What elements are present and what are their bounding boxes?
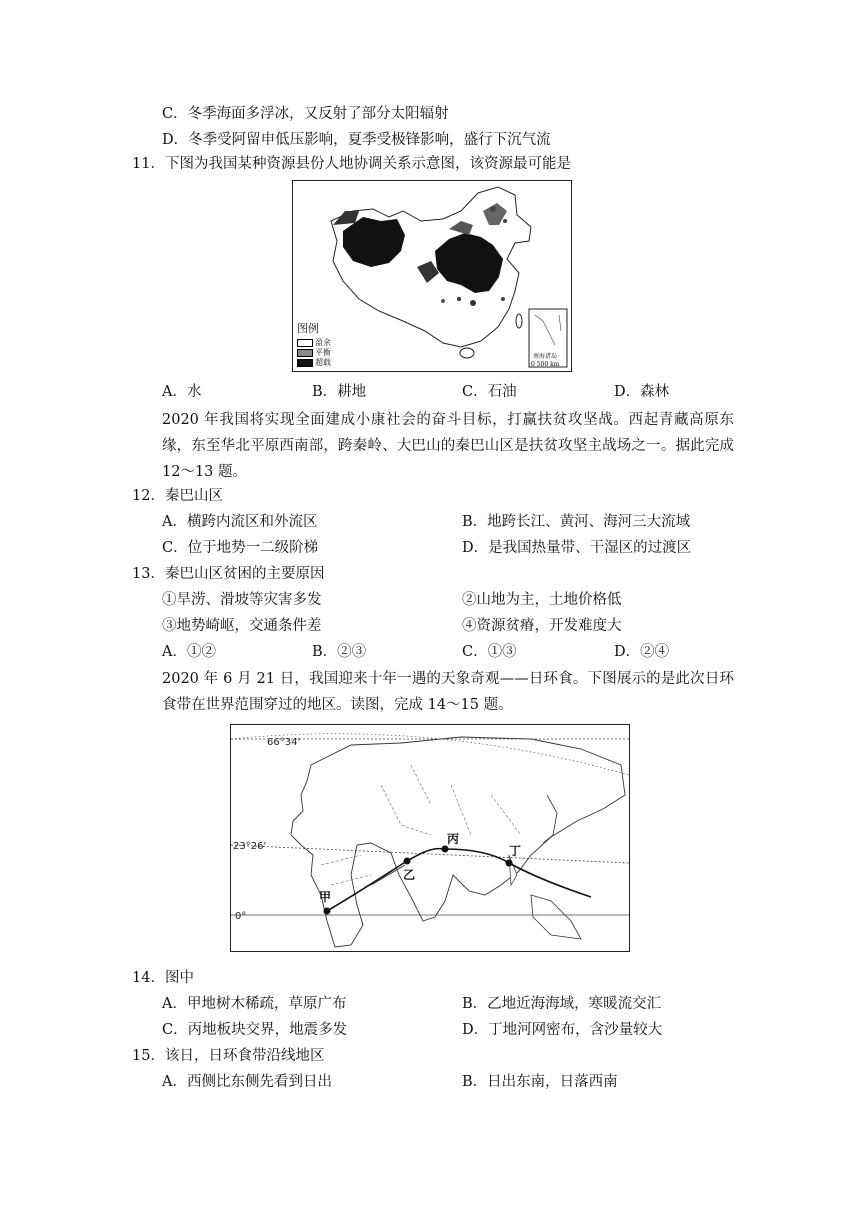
label-arctic-circle: 66°34' <box>267 737 301 748</box>
label-point-bing: 丙 <box>447 832 460 846</box>
q12-option-a: A．横跨内流区和外流区 <box>162 514 318 530</box>
q13-item-2: ②山地为主，土地价格低 <box>462 592 622 608</box>
china-resource-map <box>292 180 572 372</box>
scale-label: 0 500 km <box>531 361 560 368</box>
q11-stem: 11．下图为我国某种资源县份人地协调关系示意图，该资源最可能是 <box>132 156 571 172</box>
q10-option-d: D．冬季受阿留申低压影响，夏季受极锋影响，盛行下沉气流 <box>162 132 551 148</box>
q13-option-a: A．①② <box>162 644 216 660</box>
q12-option-c: C．位于地势一二级阶梯 <box>162 540 319 556</box>
label-point-ding: 丁 <box>509 844 522 858</box>
q14-option-d: D．丁地河网密布，含沙量较大 <box>462 1022 663 1038</box>
q13-stem: 13．秦巴山区贫困的主要原因 <box>132 566 325 582</box>
eclipse-map-graphic <box>231 725 629 951</box>
q10-option-c: C．冬季海面多浮冰，又反射了部分太阳辐射 <box>162 106 449 122</box>
q11-option-a: A．水 <box>162 384 202 400</box>
q12-option-d: D．是我国热量带、干湿区的过渡区 <box>462 540 692 556</box>
passage-12-13 <box>162 407 734 485</box>
passage-14-15 <box>162 666 734 718</box>
legend-surplus <box>297 339 331 347</box>
legend-overload <box>297 359 331 367</box>
legend-balance-label: 平衡 <box>315 348 331 357</box>
q14-option-b: B．乙地近海海域，寒暖流交汇 <box>462 996 662 1012</box>
passage-14-15-text: 2020 年 6 月 21 日，我国迎来十年一遇的天象奇观——日环食。下图展示的是此次日环食带在世界范围穿过的地区。读图，完成 14～15 题。 <box>162 671 734 713</box>
label-point-jia: 甲 <box>319 890 332 904</box>
legend-balance <box>297 349 331 357</box>
q11-option-b: B．耕地 <box>312 384 367 400</box>
q13-option-b: B．②③ <box>312 644 367 660</box>
q11-option-d: D．森林 <box>614 384 670 400</box>
passage-12-13-text: 2020 年我国将实现全面建成小康社会的奋斗目标，打赢扶贫攻坚战。西起青藏高原东缘，东至华北平原西南部，跨秦岭、大巴山的秦巴山区是扶贫攻坚主战场之一。据此完成 12～13 题。 <box>162 412 734 480</box>
q15-stem: 15．该日，日环食带沿线地区 <box>132 1048 325 1064</box>
q12-option-b: B．地跨长江、黄河、海河三大流域 <box>462 514 691 530</box>
china-map-graphic <box>293 181 571 371</box>
q14-stem: 14．图中 <box>132 970 194 986</box>
q14-option-c: C．丙地板块交界，地震多发 <box>162 1022 348 1038</box>
legend-balance-swatch <box>297 349 313 357</box>
legend-overload-swatch <box>297 359 313 367</box>
q13-item-1: ①旱涝、滑坡等灾害多发 <box>162 592 322 608</box>
q12-stem: 12．秦巴山区 <box>132 488 223 504</box>
label-tropic-cancer: 23°26' <box>233 841 267 852</box>
label-point-yi: 乙 <box>403 868 416 882</box>
legend-title: 图例 <box>297 322 319 335</box>
inset-label: 南海诸岛 <box>533 353 558 360</box>
eclipse-path-map <box>230 724 630 952</box>
legend-overload-label: 超载 <box>315 358 331 367</box>
label-equator: 0° <box>235 911 247 922</box>
q13-option-c: C．①③ <box>462 644 517 660</box>
legend-surplus-swatch <box>297 339 313 347</box>
q15-option-a: A．西侧比东侧先看到日出 <box>162 1074 332 1090</box>
legend-surplus-label: 盈余 <box>315 338 331 347</box>
q11-option-c: C．石油 <box>462 384 517 400</box>
q13-item-3: ③地势崎岖，交通条件差 <box>162 618 322 634</box>
q14-option-a: A．甲地树木稀疏，草原广布 <box>162 996 347 1012</box>
q13-item-4: ④资源贫瘠，开发难度大 <box>462 618 622 634</box>
q15-option-b: B．日出东南，日落西南 <box>462 1074 618 1090</box>
q13-option-d: D．②④ <box>614 644 670 660</box>
